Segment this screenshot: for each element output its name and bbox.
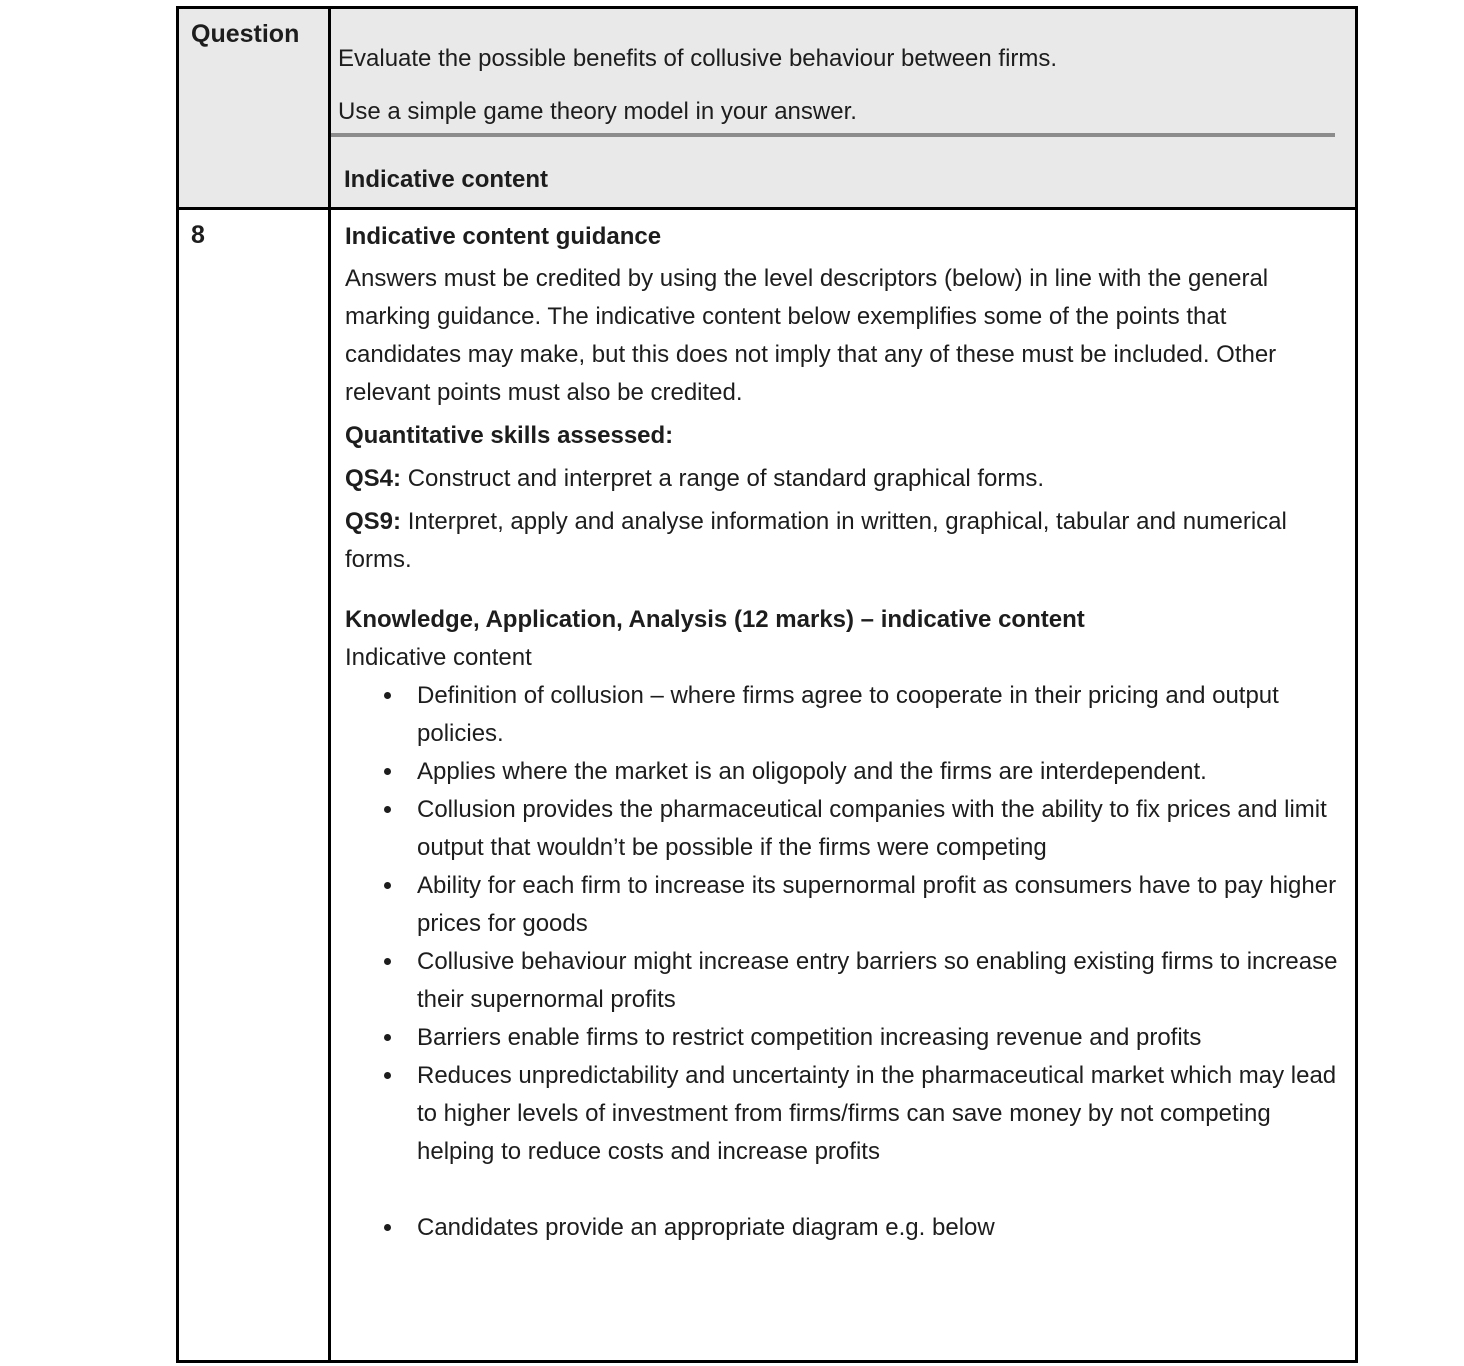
qs9-label: QS9: (345, 508, 402, 535)
indicative-content-label: Indicative content (345, 644, 532, 671)
question-text-line-1: Evaluate the possible benefits of collusive behaviour between firms. (338, 45, 1058, 72)
answer-row (179, 210, 1355, 1360)
list-item: • Ability for each firm to increase its supernormal profit as consumers have to pay higher prices for goods (405, 867, 1339, 943)
indicative-content-list (345, 677, 1339, 1247)
qs4-line (345, 460, 1335, 498)
mark-scheme-table (176, 6, 1358, 1363)
qs9-text: Interpret, apply and analyse information in written, graphical, tabular and numerical forms. (345, 508, 1287, 573)
question-number-cell (179, 210, 331, 1360)
list-item: • Collusion provides the pharmaceutical companies with the ability to fix prices and limit output that wouldn’t be possible if the firms were competing (405, 791, 1339, 867)
guidance-paragraph: Answers must be credited by using the level descriptors (below) in line with the general marking guidance. The indicative content below exemplifies some of the points that candidates may make, but this does not imply that any of these must be included. Other relevant points must also be credited. (345, 265, 1277, 406)
indicative-content-header: Indicative content (344, 166, 549, 193)
guidance-heading: Indicative content guidance (345, 223, 662, 250)
question-text-cell (331, 9, 1355, 207)
list-item: • Applies where the market is an oligopoly and the firms are interdependent. (405, 753, 1339, 791)
list-item: • Collusive behaviour might increase entry barriers so enabling existing firms to increase their supernormal profits (405, 943, 1339, 1019)
indicative-content-cell (331, 210, 1355, 1360)
question-label-cell (179, 9, 331, 207)
list-item: • Definition of collusion – where firms agree to cooperate in their pricing and output policies. (405, 677, 1339, 753)
question-text-line-2: Use a simple game theory model in your answer. (338, 98, 857, 125)
list-item: • Reduces unpredictability and uncertainty in the pharmaceutical market which may lead to higher levels of investment from firms/firms can save money by not competing helping to reduce costs and increase profits (405, 1057, 1339, 1171)
qs9-line (345, 503, 1335, 579)
knowledge-application-analysis-heading: Knowledge, Application, Analysis (12 marks) – indicative content (345, 606, 1085, 633)
question-column-header: Question (191, 20, 300, 48)
quantitative-skills-heading: Quantitative skills assessed: (345, 422, 674, 449)
qs4-label: QS4: (345, 465, 402, 492)
list-item: • Barriers enable firms to restrict competition increasing revenue and profits (405, 1019, 1339, 1057)
list-item: • Candidates provide an appropriate diagram e.g. below (405, 1209, 1339, 1247)
qs4-text: Construct and interpret a range of standard graphical forms. (407, 465, 1045, 492)
question-number: 8 (191, 221, 205, 249)
section-divider (331, 133, 1335, 137)
question-header-row (179, 9, 1355, 210)
